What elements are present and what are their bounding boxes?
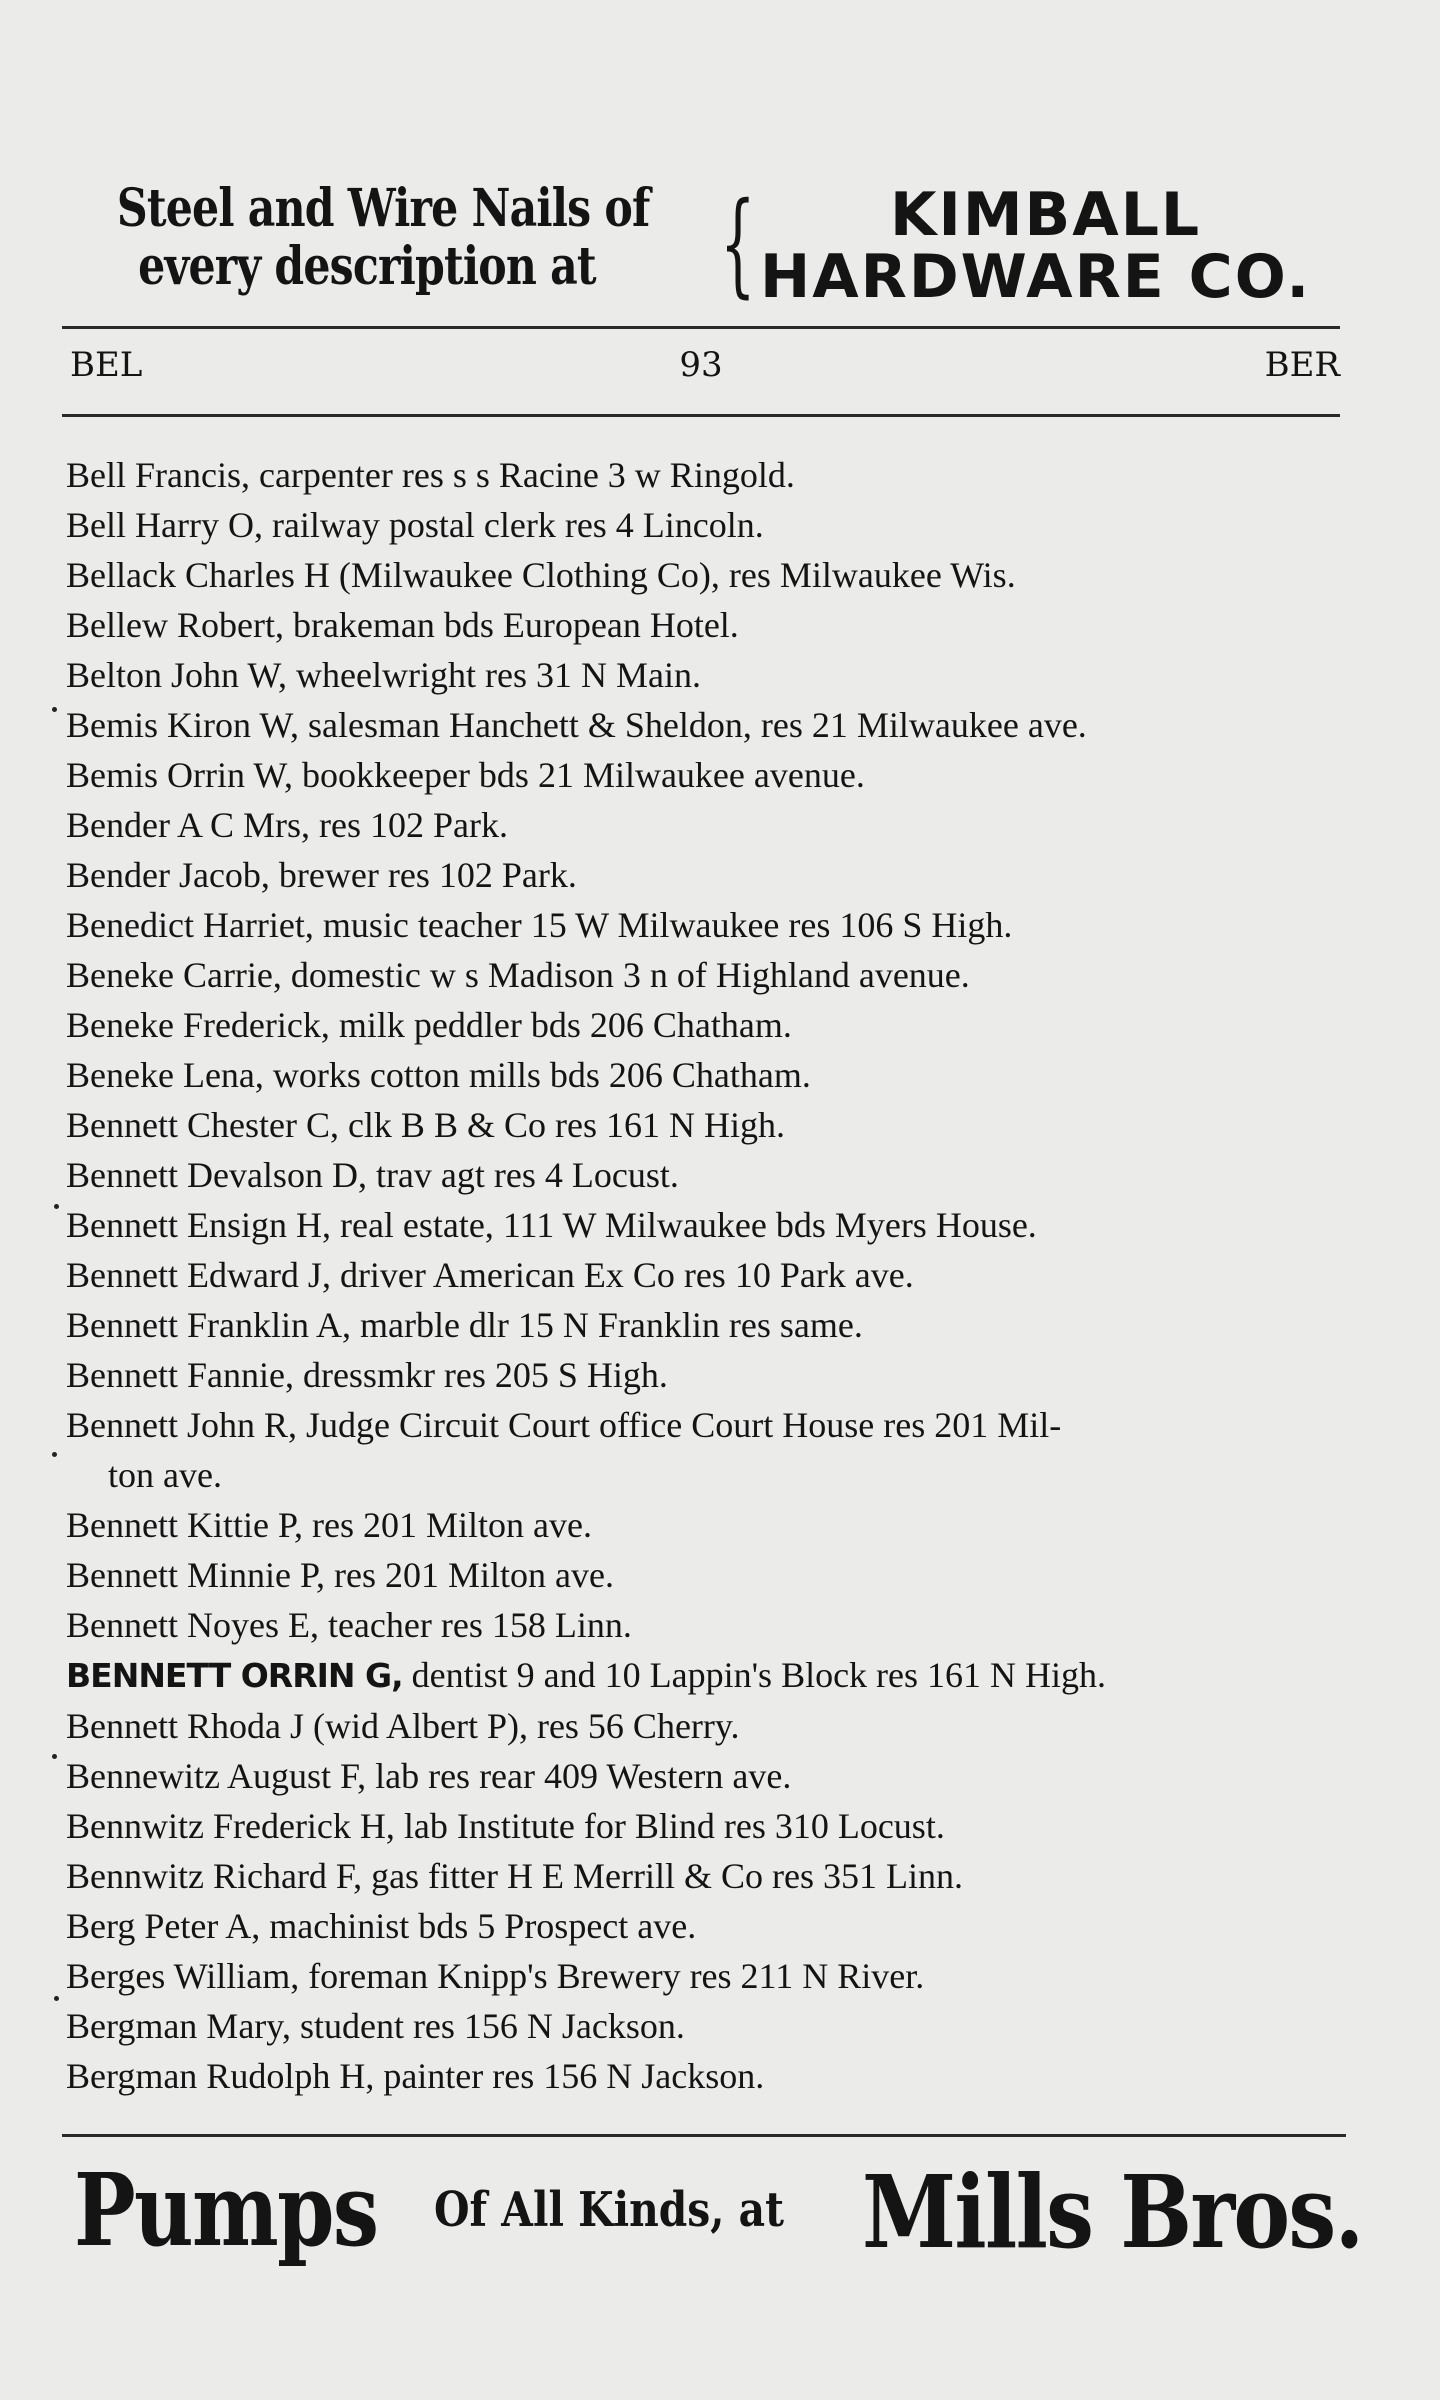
list-item: Bennett Fannie, dressmkr res 205 S High. xyxy=(66,1355,668,1395)
running-head-left: BEL xyxy=(70,345,143,385)
list-item: Bennett Minnie P, res 201 Milton ave. xyxy=(66,1555,614,1595)
list-item: Beneke Carrie, domestic w s Madison 3 n of Highland avenue. xyxy=(66,955,970,995)
list-item: Bender A C Mrs, res 102 Park. xyxy=(66,805,508,845)
list-item: Benedict Harriet, music teacher 15 W Milwaukee res 106 S High. xyxy=(66,905,1013,945)
ad-company-line-2: HARDWARE CO. xyxy=(760,242,1312,312)
list-item: Bennett Edward J, driver American Ex Co res 10 Park ave. xyxy=(66,1255,914,1295)
ad-company xyxy=(760,180,1400,312)
list-item: Bell Francis, carpenter res s s Racine 3 w Ringold. xyxy=(66,455,795,495)
list-item: Bennett Franklin A, marble dlr 15 N Franklin res same. xyxy=(66,1305,863,1345)
list-item: Bell Harry O, railway postal clerk res 4 Lincoln. xyxy=(66,505,764,545)
list-item: Bellew Robert, brakeman bds European Hotel. xyxy=(66,605,739,645)
list-item: Bennett John R, Judge Circuit Court office Court House res 201 Mil- xyxy=(66,1405,1062,1445)
print-mark xyxy=(52,1452,57,1457)
header-rule xyxy=(62,414,1340,417)
ad-slogan xyxy=(62,180,672,296)
ad-slogan-line-1: Steel and Wire Nails of xyxy=(116,178,650,239)
running-head xyxy=(62,345,1340,395)
list-item: Beneke Lena, works cotton mills bds 206 Chatham. xyxy=(66,1055,811,1095)
list-item: Berges William, foreman Knipp's Brewery res 211 N River. xyxy=(66,1956,925,1996)
list-item: Bennett Ensign H, real estate, 111 W Milwaukee bds Myers House. xyxy=(66,1205,1037,1245)
list-item: Bennett Devalson D, trav agt res 4 Locust. xyxy=(66,1155,679,1195)
top-advertisement xyxy=(62,180,1342,310)
top-rule xyxy=(62,326,1340,329)
list-item: Bennett Rhoda J (wid Albert P), res 56 Cherry. xyxy=(66,1706,740,1746)
list-item-continuation: ton ave. xyxy=(108,1455,222,1495)
bold-entry-text: dentist 9 and 10 Lappin's Block res 161 N High. xyxy=(411,1655,1107,1695)
print-mark xyxy=(52,1754,57,1759)
list-item: Bennett Kittie P, res 201 Milton ave. xyxy=(66,1505,592,1545)
brace-glyph: { xyxy=(720,179,756,309)
print-mark xyxy=(54,1204,59,1209)
running-head-right: BER xyxy=(1264,345,1340,385)
list-item: Belton John W, wheelwright res 31 N Main. xyxy=(66,655,701,695)
ad-company-line-1: KIMBALL xyxy=(890,180,1202,250)
bottom-advertisement xyxy=(62,2150,1363,2290)
ad-middle-text: Of All Kinds, at xyxy=(434,2182,784,2238)
list-item: Bergman Rudolph H, painter res 156 N Jackson. xyxy=(66,2056,765,2096)
ad-pumps: Pumps xyxy=(74,2151,378,2269)
list-item: Bennwitz Richard F, gas fitter H E Merrill & Co res 351 Linn. xyxy=(66,1856,963,1896)
list-item: Bennett Noyes E, teacher res 158 Linn. xyxy=(66,1605,632,1645)
print-mark xyxy=(52,707,57,712)
directory-entries xyxy=(66,450,1356,2101)
list-item: Bergman Mary, student res 156 N Jackson. xyxy=(66,2006,685,2046)
list-item: Bennwitz Frederick H, lab Institute for Blind res 310 Locust. xyxy=(66,1806,945,1846)
list-item: Bemis Kiron W, salesman Hanchett & Sheldon, res 21 Milwaukee ave. xyxy=(66,705,1087,745)
list-item: Berg Peter A, machinist bds 5 Prospect ave. xyxy=(66,1906,697,1946)
page-number: 93 xyxy=(679,345,723,385)
list-item: Bender Jacob, brewer res 102 Park. xyxy=(66,855,577,895)
list-item: Bennewitz August F, lab res rear 409 Western ave. xyxy=(66,1756,792,1796)
list-item-bold xyxy=(66,1650,1356,1701)
bottom-rule xyxy=(62,2134,1346,2137)
ad-slogan-line-2: every description at xyxy=(138,236,596,297)
print-mark xyxy=(54,1996,59,2001)
ad-company-name: Mills Bros. xyxy=(862,2153,1363,2271)
list-item: Bennett Chester C, clk B B & Co res 161 N High. xyxy=(66,1105,785,1145)
bold-name: BENNETT ORRIN G, xyxy=(66,1656,403,1695)
list-item: Beneke Frederick, milk peddler bds 206 Chatham. xyxy=(66,1005,792,1045)
list-item: Bellack Charles H (Milwaukee Clothing Co), res Milwaukee Wis. xyxy=(66,555,1016,595)
list-item: Bemis Orrin W, bookkeeper bds 21 Milwaukee avenue. xyxy=(66,755,865,795)
